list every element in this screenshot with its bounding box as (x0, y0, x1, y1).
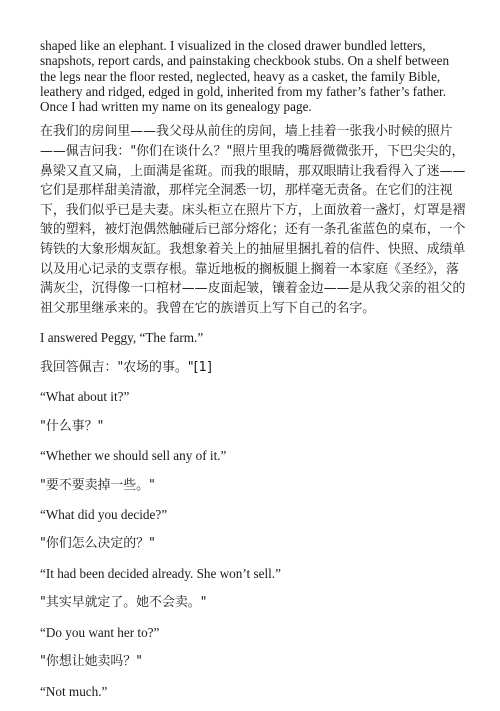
chinese-dialogue-line: "什么事？" (40, 418, 104, 434)
chinese-dialogue-line: "要不要卖掉一些。" (40, 477, 155, 493)
document-page (40, 38, 468, 711)
english-dialogue-line: “Not much.” (40, 683, 108, 699)
chinese-dialogue-line: "你们怎么决定的？" (40, 536, 155, 552)
english-paragraph: shaped like an elephant. I visualized in the closed drawer bundled letters, snapshots, report cards, and painstaking checkbook stubs. On a shelf between the legs near the floor rested, neglected, heavy as a casket, the family Bible, leathery and ridged, edged in gold, inherited from my father’s father’s father. Once I had written my name on its genealogy page. (40, 38, 450, 115)
english-dialogue-line: I answered Peggy, “The farm.” (40, 330, 204, 346)
english-dialogue-line: “What did you decide?” (40, 507, 168, 523)
chinese-dialogue-line: "其实早就定了。她不会卖。" (40, 595, 207, 611)
chinese-dialogue-line: "你想让她卖吗？" (40, 654, 143, 670)
english-dialogue-line: “Do you want her to?” (40, 624, 160, 640)
english-dialogue-line: “Whether we should sell any of it.” (40, 448, 227, 464)
chinese-paragraph: 在我们的房间里——我父母从前住的房间，墙上挂着一张我小时候的照片——佩吉问我："你们在谈什么？"照片里我的嘴唇微微张开，下巴尖尖的，鼻梁又直又扁，上面满是雀斑。而我的眼睛，那双眼睛让我看得入了迷——它们是那样甜美清澈，那样完全洞悉一切，那样毫无责备。在它们的注视下，我们似乎已是夫妻。床头柜立在照片下方，上面放着一盏灯，灯罩是褶皱的塑料，被灯泡偶然触碰后已部分熔化；还有一条孔雀蓝色的桌布，一个铸铁的大象形烟灰缸。我想象着关上的抽屉里捆扎着的信件、快照、成绩单以及用心记录的支票存根。靠近地板的搁板腿上搁着一本家庭《圣经》，落满灰尘，沉得像一口棺材——皮面起皱，镶着金边——是从我父亲的祖父的祖父那里继承来的。我曾在它的族谱页上写下自己的名字。 (40, 124, 466, 316)
chinese-dialogue-line: 我回答佩吉："农场的事。"[1] (40, 359, 212, 375)
english-dialogue-line: “It had been decided already. She won’t sell.” (40, 565, 281, 581)
english-dialogue-line: “What about it?” (40, 389, 130, 405)
